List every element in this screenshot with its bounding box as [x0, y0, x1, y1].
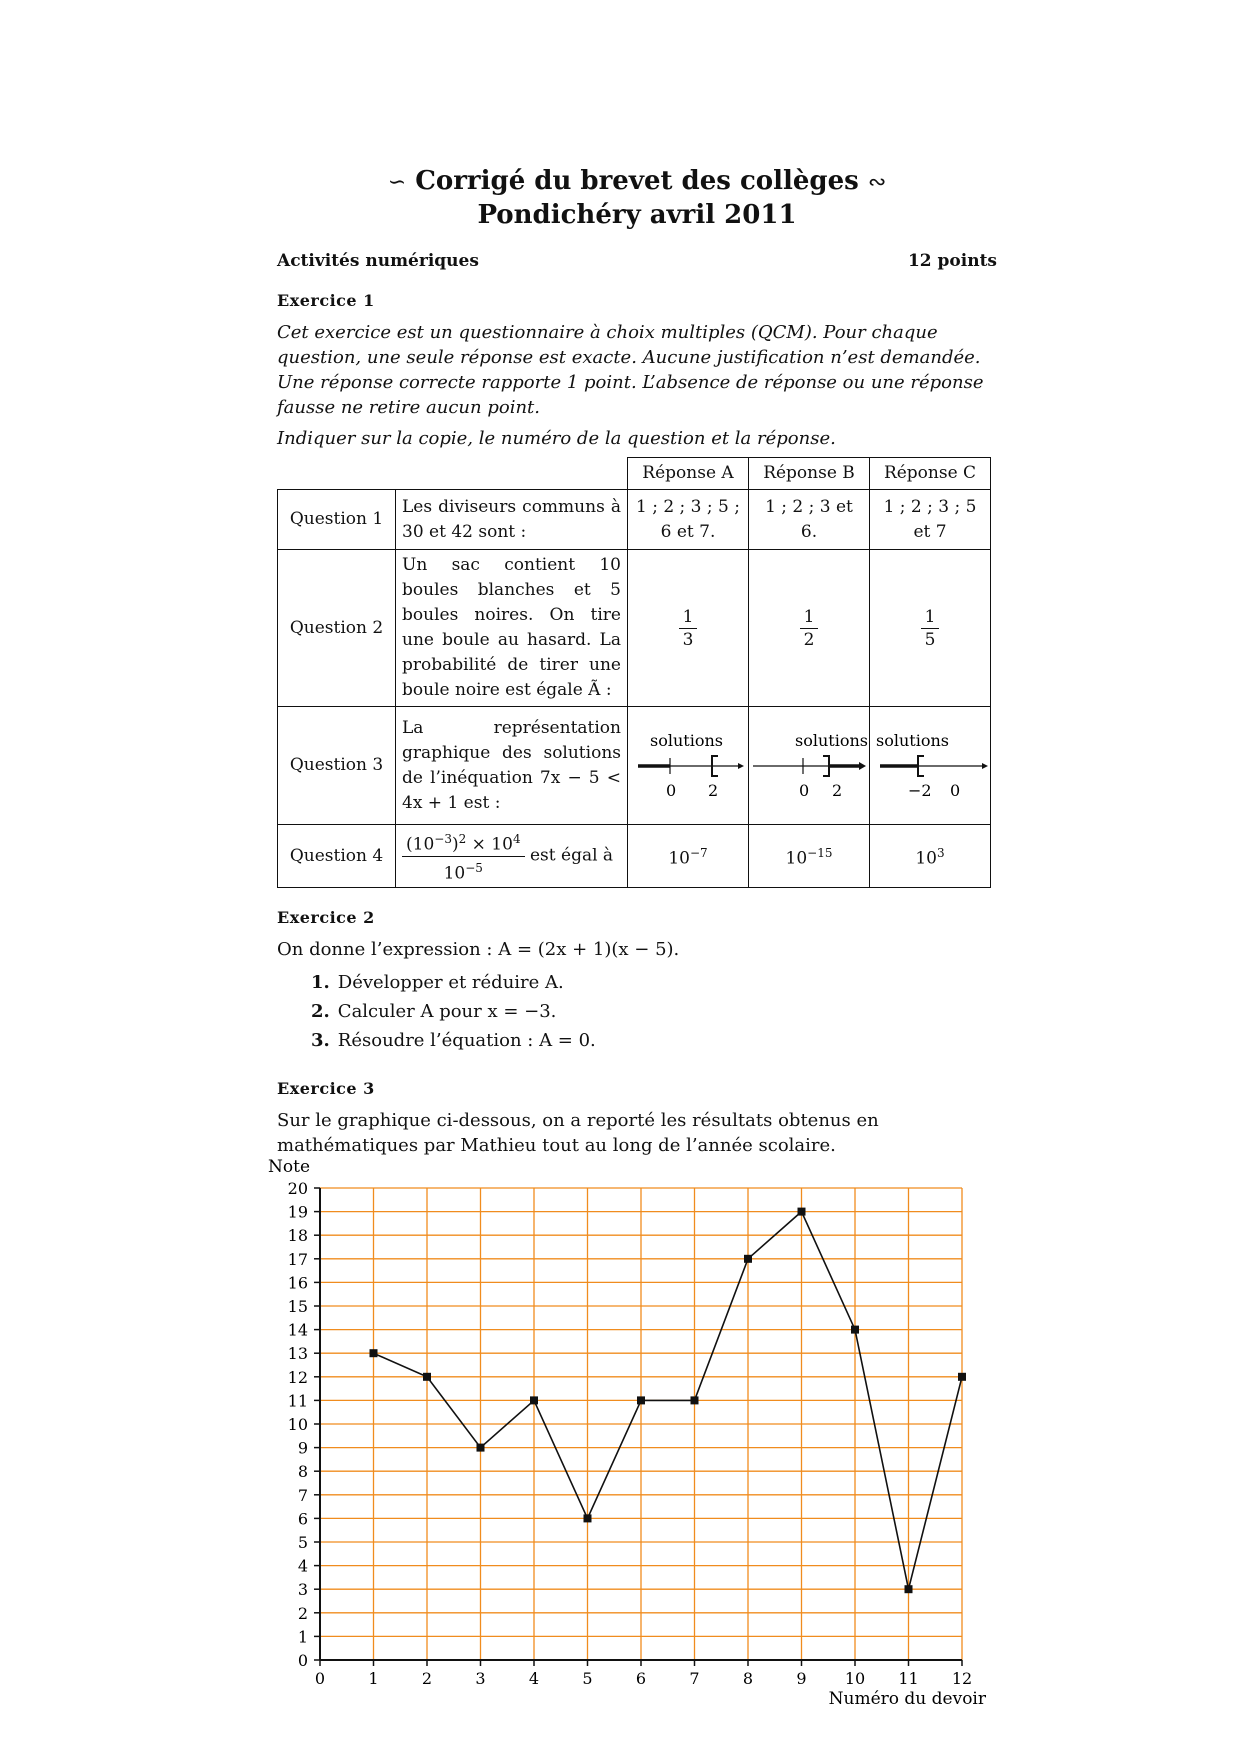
x-tick-label: 2	[421, 1669, 433, 1688]
document-title	[277, 165, 997, 231]
section-points: 12 points	[907, 251, 997, 271]
x-tick-label: 4	[528, 1669, 540, 1688]
arrow-head-c	[982, 763, 988, 769]
data-point-marker	[530, 1396, 538, 1404]
question-2-answer-c: $\frac{1}{5}$	[870, 550, 991, 707]
x-tick-label: 3	[475, 1669, 486, 1688]
data-point-marker	[798, 1208, 806, 1216]
exercise-2-intro: On donne l’expression : A = (2x + 1)(x − 5).	[277, 939, 680, 961]
question-1-answer-a: 1 ; 2 ; 3 ; 5 ; 6 et 7.	[628, 490, 749, 550]
x-tick-label: 1	[368, 1669, 379, 1688]
question-4-suffix: est égal à	[529, 845, 614, 866]
number-line-b	[749, 722, 869, 802]
number-line-c	[870, 722, 990, 802]
data-point-marker	[958, 1373, 966, 1381]
tick-label-0-a: 0	[666, 780, 677, 800]
document-page	[277, 165, 997, 1158]
x-tick-label: 11	[898, 1669, 919, 1688]
ornament-left: ∽	[387, 170, 407, 195]
data-point-marker	[584, 1514, 592, 1522]
question-1-answer-c: 1 ; 2 ; 3 ; 5 et 7	[870, 490, 991, 550]
exercise-2-title: Exercice 2	[277, 908, 375, 928]
exercise-3-intro: Sur le graphique ci-dessous, on a reporté les résultats obtenus en mathématiques par Mathieu tout au long de l’année scolaire.	[277, 1110, 879, 1157]
question-4-answer-b: $10^{-15}$	[749, 825, 870, 888]
data-point-marker	[851, 1326, 859, 1334]
tick-label-0-b: 0	[799, 780, 810, 800]
x-tick-label: 10	[844, 1669, 866, 1688]
exercise-2-list	[277, 968, 997, 1055]
qcm-row-question-3	[278, 707, 991, 825]
x-tick-label: 8	[742, 1669, 754, 1688]
y-tick-label: 15	[287, 1297, 308, 1316]
y-tick-label: 19	[287, 1202, 308, 1222]
question-3-answer-a	[628, 707, 749, 825]
tick-label-2-b: 2	[832, 780, 843, 800]
data-point-marker	[370, 1349, 378, 1357]
x-tick-label: 5	[582, 1669, 593, 1688]
qcm-row-question-1	[278, 490, 991, 550]
data-point-marker	[691, 1396, 699, 1404]
solutions-label-b: solutions	[795, 730, 868, 750]
arrow-head-b	[859, 762, 866, 770]
y-tick-label: 8	[297, 1462, 308, 1482]
qcm-row-question-2	[278, 550, 991, 707]
question-4-answer-c: $10^3$	[870, 825, 991, 888]
x-tick-label: 6	[635, 1669, 647, 1688]
y-tick-label: 17	[287, 1249, 308, 1269]
section-header	[277, 251, 997, 271]
qcm-header-row	[278, 458, 991, 490]
number-line-a	[628, 722, 748, 802]
question-3-label: Question 3	[278, 707, 396, 825]
y-tick-label: 9	[297, 1438, 308, 1458]
question-2-statement: Un sac contient 10 boules blanches et 5 boules noires. On tire une boule au hasard. La probabilité de tirer une boule noire est égale Ã :	[396, 550, 628, 707]
y-tick-label: 14	[287, 1320, 308, 1340]
section-name: Activités numériques	[277, 251, 479, 271]
exercise-1-instruction: Indiquer sur la copie, le numéro de la question et la réponse.	[277, 428, 836, 449]
title-line2: Pondichéry avril 2011	[477, 200, 797, 230]
qcm-row-question-4	[278, 825, 991, 888]
y-tick-label: 7	[297, 1485, 308, 1505]
question-1-label: Question 1	[278, 490, 396, 550]
question-3-statement: La représentation graphique des solutions de l’inéquation 7x − 5 < 4x + 1 est :	[396, 707, 628, 825]
data-point-marker	[423, 1373, 431, 1381]
y-tick-label: 13	[287, 1344, 308, 1364]
exercise-2-item: 2. Calculer A pour x = −3.	[311, 1001, 557, 1023]
x-tick-label: 7	[689, 1669, 700, 1688]
question-4-answer-a: $10^{-7}$	[628, 825, 749, 888]
header-reponse-a: Réponse A	[628, 458, 749, 490]
tick-label-0-c: 0	[950, 780, 961, 800]
title-line1: Corrigé du brevet des collèges	[415, 166, 859, 196]
tick-label-minus2-c: −2	[908, 780, 932, 800]
y-tick-label: 2	[297, 1603, 308, 1623]
x-axis-label: Numéro du devoir	[828, 1689, 986, 1709]
y-tick-label: 18	[287, 1226, 308, 1246]
header-reponse-c: Réponse C	[870, 458, 991, 490]
y-tick-label: 0	[297, 1651, 308, 1670]
question-2-answer-a: $\frac{1}{3}$	[628, 550, 749, 707]
data-point-marker	[477, 1444, 485, 1452]
question-4-fraction: $\frac{(10^{-3})^2 \times 10^4}{10^{-5}}$	[402, 828, 525, 884]
question-2-answer-b: $\frac{1}{2}$	[749, 550, 870, 707]
header-reponse-b: Réponse B	[749, 458, 870, 490]
question-1-answer-b: 1 ; 2 ; 3 et 6.	[749, 490, 870, 550]
solutions-label-a: solutions	[650, 730, 723, 750]
question-4-statement	[396, 825, 628, 888]
y-tick-label: 12	[287, 1367, 308, 1387]
data-point-marker	[637, 1396, 645, 1404]
line-chart	[260, 1130, 986, 1709]
qcm-table	[277, 457, 991, 888]
question-4-label: Question 4	[278, 825, 396, 888]
exercise-1-intro: Cet exercice est un questionnaire à choix multiples (QCM). Pour chaque question, une seule réponse est exacte. Aucune justification n’est demandée. Une réponse correcte rapporte 1 point. L’absence de réponse ou une réponse fausse ne retire aucun point.	[277, 322, 984, 418]
y-tick-label: 11	[287, 1391, 308, 1411]
question-1-statement: Les diviseurs communs à 30 et 42 sont :	[396, 490, 628, 550]
data-point-marker	[744, 1255, 752, 1263]
tick-label-2-a: 2	[708, 780, 719, 800]
y-axis-label: Note	[268, 1157, 311, 1177]
exercise-3-title: Exercice 3	[277, 1079, 375, 1099]
x-tick-label: 12	[951, 1669, 973, 1688]
y-tick-label: 1	[297, 1627, 308, 1647]
exercise-2-item: 3. Résoudre l’équation : A = 0.	[311, 1030, 596, 1052]
y-tick-label: 5	[297, 1533, 308, 1552]
y-tick-label: 20	[287, 1179, 308, 1198]
data-point-marker	[905, 1585, 913, 1593]
x-tick-label: 0	[314, 1669, 326, 1688]
y-tick-label: 3	[297, 1580, 308, 1600]
x-tick-label: 9	[796, 1669, 807, 1688]
question-3-answer-b	[749, 707, 870, 825]
ornament-right: ∾	[867, 170, 887, 195]
arrow-head-a	[738, 763, 744, 769]
exercise-2-item: 1. Développer et réduire A.	[311, 972, 564, 994]
y-tick-label: 6	[297, 1509, 308, 1529]
exercise-1-title: Exercice 1	[277, 291, 375, 310]
question-2-label: Question 2	[278, 550, 396, 707]
y-tick-label: 16	[287, 1273, 308, 1293]
y-tick-label: 10	[287, 1415, 308, 1434]
question-3-answer-c	[870, 707, 991, 825]
y-tick-label: 4	[297, 1556, 308, 1576]
solutions-label-c: solutions	[876, 730, 949, 750]
